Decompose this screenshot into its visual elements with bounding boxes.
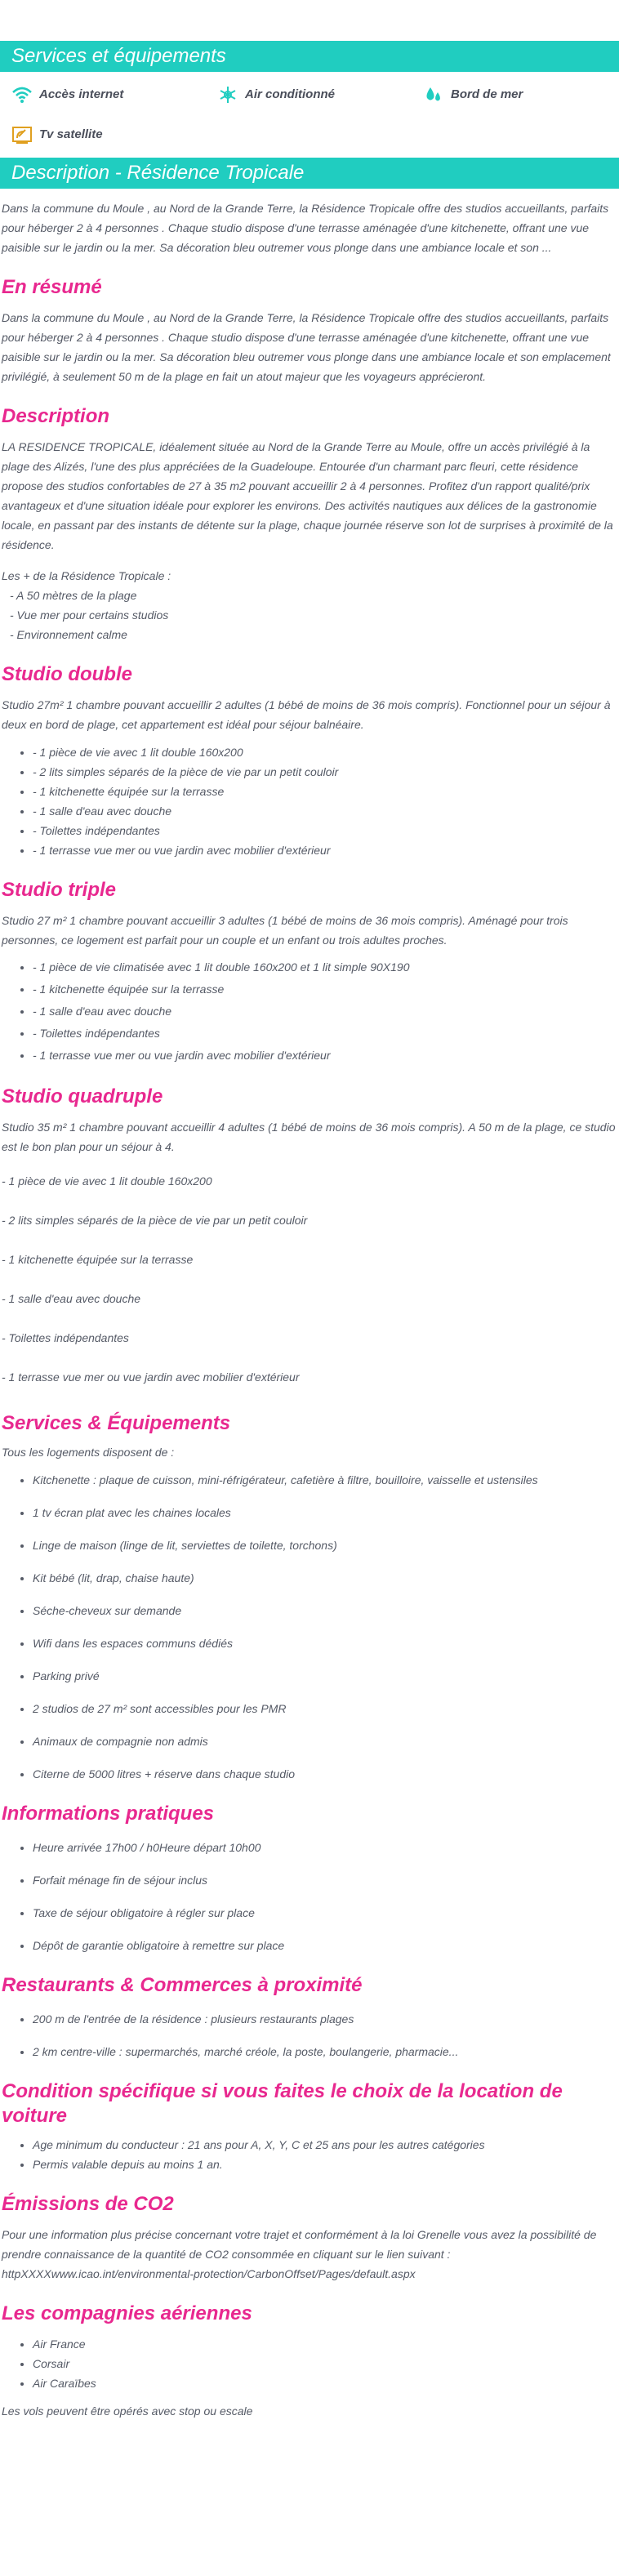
list-item: • Parking privé xyxy=(33,1660,617,1692)
amenity-air-conditioning xyxy=(217,83,335,106)
list-item: - Environnement calme xyxy=(10,628,127,641)
description-text: LA RESIDENCE TROPICALE, idéalement située au Nord de la Grande Terre au Moule, offre un accès privilégié à la plage des Alizés, l'une des plus appréciées de la Guadeloupe. Entourée d'un charmant parc fleuri, cette résidence propose des studios confortables de 27 à 35 m2 pouvant accueillir 2 à 4 personnes. Profitez d'un rapport qualité/prix avantageux et d'une situation idéale pour explorer les environs. Des activités nautiques aux délices de la gastronomie locale, en passant par des instants de détente sur la plage, chaque journée réserve son lot de surprises à proximité de la résidence. xyxy=(2,440,613,551)
list-item: • - Toilettes indépendantes xyxy=(33,1023,617,1045)
water-drops-icon xyxy=(423,85,444,105)
list-item: • - 1 salle d'eau avec douche xyxy=(33,1001,617,1023)
condition-voiture-list xyxy=(2,2135,617,2174)
amenity-air-conditioning-label: Air conditionné xyxy=(245,87,335,101)
restaurants-heading: Restaurants & Commerces à proximité xyxy=(2,1974,363,1996)
studio-double-list xyxy=(2,742,617,860)
studio-triple-text: Studio 27 m² 1 chambre pouvant accueillir 3 adultes (1 bébé de moins de 36 mois compris). Aménagé pour trois personnes, ce logement est parfait pour un couple et un enfant ou trois adultes proches. xyxy=(2,914,568,947)
amenity-internet xyxy=(11,83,123,106)
compagnies-heading: Les compagnies aériennes xyxy=(2,2302,252,2324)
list-item: • Age minimum du conducteur : 21 ans pour A, X, Y, C et 25 ans pour les autres catégories xyxy=(33,2135,617,2155)
condition-voiture-heading: Condition spécifique si vous faites le choix de la location de voiture xyxy=(2,2080,563,2127)
description-plus-title: Les + de la Résidence Tropicale : xyxy=(2,569,171,582)
list-item: • - 2 lits simples séparés de la pièce de vie par un petit couloir xyxy=(33,762,617,782)
studio-double-text: Studio 27m² 1 chambre pouvant accueillir 2 adultes (1 bébé de moins de 36 mois compris). Fonctionnel pour un séjour à deux en bord de plage, cet appartement est idéal pour séjour balnéaire. xyxy=(2,698,611,731)
list-item: - Toilettes indépendantes xyxy=(2,1331,129,1344)
description-heading: Description xyxy=(2,405,110,427)
intro-text: Dans la commune du Moule , au Nord de la Grande Terre, la Résidence Tropicale offre des studios accueillants, parfaits pour héberger 2 à 4 personnes . Chaque studio dispose d'une terrasse aménagée d'une kitchenette, offrant une vue paisible sur le jardin ou la mer. Sa décoration bleu outremer vous plonge dans une ambiance locale et son ... xyxy=(2,202,609,254)
studio-quadruple-lines xyxy=(2,1161,617,1397)
list-item: - 1 pièce de vie avec 1 lit double 160x200 xyxy=(2,1174,212,1188)
snowflake-icon xyxy=(217,85,238,105)
list-item: • Kit bébé (lit, drap, chaise haute) xyxy=(33,1562,617,1594)
resume-heading: En résumé xyxy=(2,276,102,298)
restaurants-list xyxy=(2,2003,617,2068)
list-item: - 1 salle d'eau avec douche xyxy=(2,1292,141,1305)
amenities-grid xyxy=(0,72,619,158)
services-equipements-list xyxy=(2,1464,617,1790)
amenity-seaside-label: Bord de mer xyxy=(451,87,523,101)
description-band-title: Description - Résidence Tropicale xyxy=(0,158,619,189)
list-item: • Corsair xyxy=(33,2354,617,2373)
co2-heading: Émissions de CO2 xyxy=(2,2193,174,2215)
wifi-icon xyxy=(11,85,33,105)
description-plus-list xyxy=(2,586,617,644)
amenity-internet-label: Accès internet xyxy=(39,87,124,101)
satellite-tv-icon xyxy=(11,125,33,145)
list-item: • - 1 salle d'eau avec douche xyxy=(33,801,617,821)
list-item: • - 1 terrasse vue mer ou vue jardin avec mobilier d'extérieur xyxy=(33,1045,617,1067)
list-item: • Linge de maison (linge de lit, serviettes de toilette, torchons) xyxy=(33,1529,617,1562)
compagnies-list xyxy=(2,2334,617,2393)
co2-text: Pour une information plus précise concernant votre trajet et conformément à la loi Grenelle vous avez la possibilité de prendre connaissance de la quantité de CO2 consommée en cliquant sur le lien suivant : httpXXXXwww.icao.int/environmental-protection/CarbonOffset/Pages/default.aspx xyxy=(2,2228,597,2280)
list-item: • Air France xyxy=(33,2334,617,2354)
services-equipements-intro: Tous les logements disposent de : xyxy=(2,1446,175,1459)
list-item: • - 1 pièce de vie climatisée avec 1 lit double 160x200 et 1 lit simple 90X190 xyxy=(33,956,617,978)
studio-double-heading: Studio double xyxy=(2,663,132,685)
list-item: • - 1 terrasse vue mer ou vue jardin avec mobilier d'extérieur xyxy=(33,840,617,860)
list-item: • 2 studios de 27 m² sont accessibles pour les PMR xyxy=(33,1692,617,1725)
list-item: - 2 lits simples séparés de la pièce de vie par un petit couloir xyxy=(2,1214,308,1227)
list-item: • - Toilettes indépendantes xyxy=(33,821,617,840)
list-item: • - 1 kitchenette équipée sur la terrasse xyxy=(33,978,617,1001)
list-item: • Citerne de 5000 litres + réserve dans chaque studio xyxy=(33,1758,617,1790)
infos-pratiques-list xyxy=(2,1831,617,1962)
studio-quadruple-heading: Studio quadruple xyxy=(2,1085,163,1108)
list-item: - Vue mer pour certains studios xyxy=(10,608,169,622)
list-item: • Air Caraïbes xyxy=(33,2373,617,2393)
list-item: • Heure arrivée 17h00 / h0Heure départ 10h00 xyxy=(33,1831,617,1864)
list-item: • 200 m de l'entrée de la résidence : plusieurs restaurants plages xyxy=(33,2003,617,2035)
list-item: • Animaux de compagnie non admis xyxy=(33,1725,617,1758)
studio-triple-heading: Studio triple xyxy=(2,879,116,901)
compagnies-note: Les vols peuvent être opérés avec stop ou escale xyxy=(2,2404,253,2418)
list-item: • Séche-cheveux sur demande xyxy=(33,1594,617,1627)
list-item: - A 50 mètres de la plage xyxy=(10,589,137,602)
amenity-satellite-tv xyxy=(11,123,103,146)
amenity-seaside xyxy=(423,83,523,106)
list-item: • 2 km centre-ville : supermarchés, marché créole, la poste, boulangerie, pharmacie... xyxy=(33,2035,617,2068)
list-item: • Forfait ménage fin de séjour inclus xyxy=(33,1864,617,1896)
services-equipements-heading: Services & Équipements xyxy=(2,1412,231,1434)
studio-quadruple-text: Studio 35 m² 1 chambre pouvant accueillir 4 adultes (1 bébé de moins de 36 mois compris). A 50 m de la plage, ce studio est le bon plan pour un séjour à 4. xyxy=(2,1121,616,1153)
infos-pratiques-heading: Informations pratiques xyxy=(2,1803,215,1825)
services-band-title: Services et équipements xyxy=(0,41,619,72)
list-item: • Wifi dans les espaces communs dédiés xyxy=(33,1627,617,1660)
list-item: • - 1 kitchenette équipée sur la terrasse xyxy=(33,782,617,801)
amenity-satellite-tv-label: Tv satellite xyxy=(39,127,103,141)
list-item: • - 1 pièce de vie avec 1 lit double 160x200 xyxy=(33,742,617,762)
list-item: • Kitchenette : plaque de cuisson, mini-réfrigérateur, cafetière à filtre, bouilloire, vaisselle et ustensiles xyxy=(33,1464,617,1496)
resume-text: Dans la commune du Moule , au Nord de la Grande Terre, la Résidence Tropicale offre des studios accueillants, parfaits pour héberger 2 à 4 personnes . Chaque studio dispose d'une terrasse aménagée d'une kitchenette, offrant une vue paisible sur le jardin ou la mer. Sa décoration bleu outremer vous plonge dans une ambiance locale et son emplacement privilégié, à seulement 50 m de la plage en fait un atout majeur que les voyageurs apprécieront. xyxy=(2,311,611,383)
list-item: • Taxe de séjour obligatoire à régler sur place xyxy=(33,1896,617,1929)
list-item: • Permis valable depuis au moins 1 an. xyxy=(33,2155,617,2174)
list-item: - 1 terrasse vue mer ou vue jardin avec mobilier d'extérieur xyxy=(2,1370,300,1384)
list-item: • Dépôt de garantie obligatoire à remettre sur place xyxy=(33,1929,617,1962)
studio-triple-list xyxy=(2,956,617,1067)
list-item: • 1 tv écran plat avec les chaines locales xyxy=(33,1496,617,1529)
list-item: - 1 kitchenette équipée sur la terrasse xyxy=(2,1253,194,1266)
